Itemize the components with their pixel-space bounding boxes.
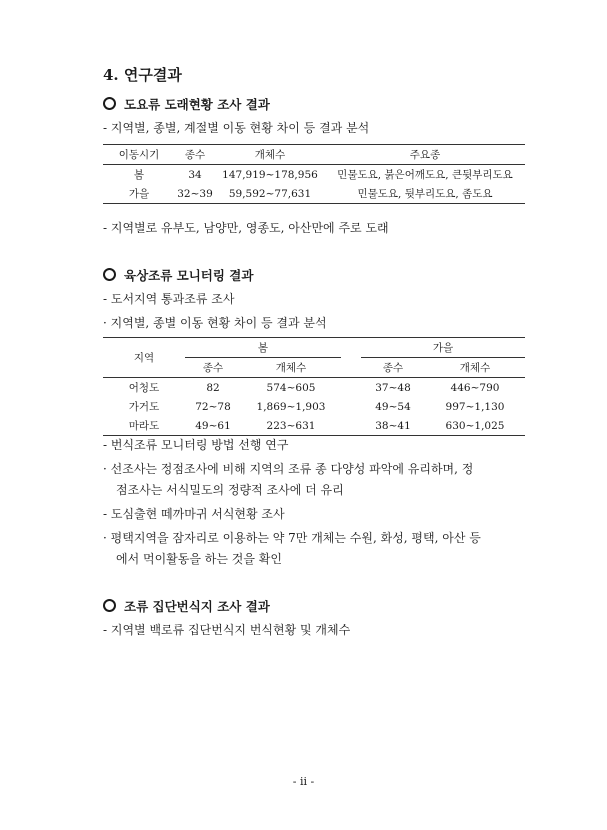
table-cell: 34 <box>188 168 202 181</box>
table-row <box>103 416 525 436</box>
page-number: - ii - <box>292 775 315 788</box>
table-cell: 574∼605 <box>266 381 316 394</box>
heading-landbird-monitoring <box>103 266 253 284</box>
table-row <box>103 165 525 185</box>
s2-line6a: · 평택지역을 잠자리로 이용하는 약 7만 개체는 수원, 화성, 평택, 아산 등 <box>103 531 481 545</box>
col-header: 개체수 <box>254 149 286 161</box>
table-cell: 147,919∼178,956 <box>222 168 318 181</box>
heading-text: 도요류 도래현황 조사 결과 <box>124 97 270 112</box>
circle-bullet-icon <box>103 599 116 612</box>
heading-text: 육상조류 모니터링 결과 <box>124 268 254 283</box>
table-cell: 38∼41 <box>375 419 411 432</box>
s2-line1: - 도서지역 통과조류 조사 <box>103 292 235 306</box>
s2-line4a: · 선조사는 정점조사에 비해 지역의 조류 종 다양성 파악에 유리하며, 정 <box>103 462 474 476</box>
col-header: 종수 <box>382 362 404 374</box>
table-cell: 446∼790 <box>450 381 500 394</box>
heading-text: 조류 집단번식지 조사 결과 <box>124 599 270 614</box>
autumn-header: 가을 <box>361 338 525 358</box>
table-cell: 민물도요, 뒷부리도요, 좀도요 <box>357 188 493 200</box>
col-header: 주요종 <box>409 149 441 161</box>
s1-line1: - 지역별, 종별, 계절별 이동 현황 차이 등 결과 분석 <box>103 121 370 135</box>
circle-bullet-icon <box>103 268 116 281</box>
heading-colony-survey <box>103 597 270 615</box>
table-cell: 37∼48 <box>375 381 411 394</box>
circle-bullet-icon <box>103 97 116 110</box>
col-header: 이동시기 <box>118 149 160 161</box>
col-header: 개체수 <box>275 362 307 374</box>
table-cell: 49∼61 <box>195 419 231 432</box>
s2-line4b: 점조사는 서식밀도의 정량적 조사에 더 유리 <box>116 483 344 497</box>
section-title: 4. 연구결과 <box>103 66 182 84</box>
table-cell: 봄 <box>133 169 145 181</box>
shorebird-table <box>103 144 525 204</box>
table-cell: 가거도 <box>128 401 160 413</box>
table-row <box>103 397 525 416</box>
landbird-table <box>103 337 525 436</box>
table-row <box>103 378 525 398</box>
table-cell: 1,869∼1,903 <box>256 400 326 413</box>
col-header: 개체수 <box>459 362 491 374</box>
table-cell: 민물도요, 붉은어깨도요, 큰뒷부리도요 <box>337 169 513 181</box>
table-cell: 어청도 <box>128 382 160 394</box>
col-header: 종수 <box>202 362 224 374</box>
spring-header: 봄 <box>185 338 341 358</box>
s2-line5: - 도심출현 떼까마귀 서식현황 조사 <box>103 507 285 521</box>
table-cell: 82 <box>206 381 220 394</box>
region-header: 지역 <box>133 352 155 364</box>
heading-shorebird-survey <box>103 95 270 113</box>
table-cell: 72∼78 <box>195 400 231 413</box>
s3-line1: - 지역별 백로류 집단번식지 번식현황 및 개체수 <box>103 623 351 637</box>
table-cell: 49∼54 <box>375 400 411 413</box>
s2-line6b: 에서 먹이활동을 하는 것을 확인 <box>116 552 282 566</box>
table-cell: 가을 <box>128 188 150 200</box>
table-cell: 630∼1,025 <box>445 419 505 432</box>
table-cell: 마라도 <box>128 420 160 432</box>
table-cell: 32∼39 <box>177 187 213 200</box>
s2-line3: - 번식조류 모니터링 방법 선행 연구 <box>103 438 289 452</box>
table-cell: 59,592∼77,631 <box>228 187 312 200</box>
s1-line2: - 지역별로 유부도, 남양만, 영종도, 아산만에 주로 도래 <box>103 221 389 235</box>
table-cell: 223∼631 <box>266 419 316 432</box>
col-header: 종수 <box>184 149 206 161</box>
s2-line2: · 지역별, 종별 이동 현황 차이 등 결과 분석 <box>103 316 327 330</box>
table-cell: 997∼1,130 <box>445 400 505 413</box>
table-row <box>103 184 525 204</box>
